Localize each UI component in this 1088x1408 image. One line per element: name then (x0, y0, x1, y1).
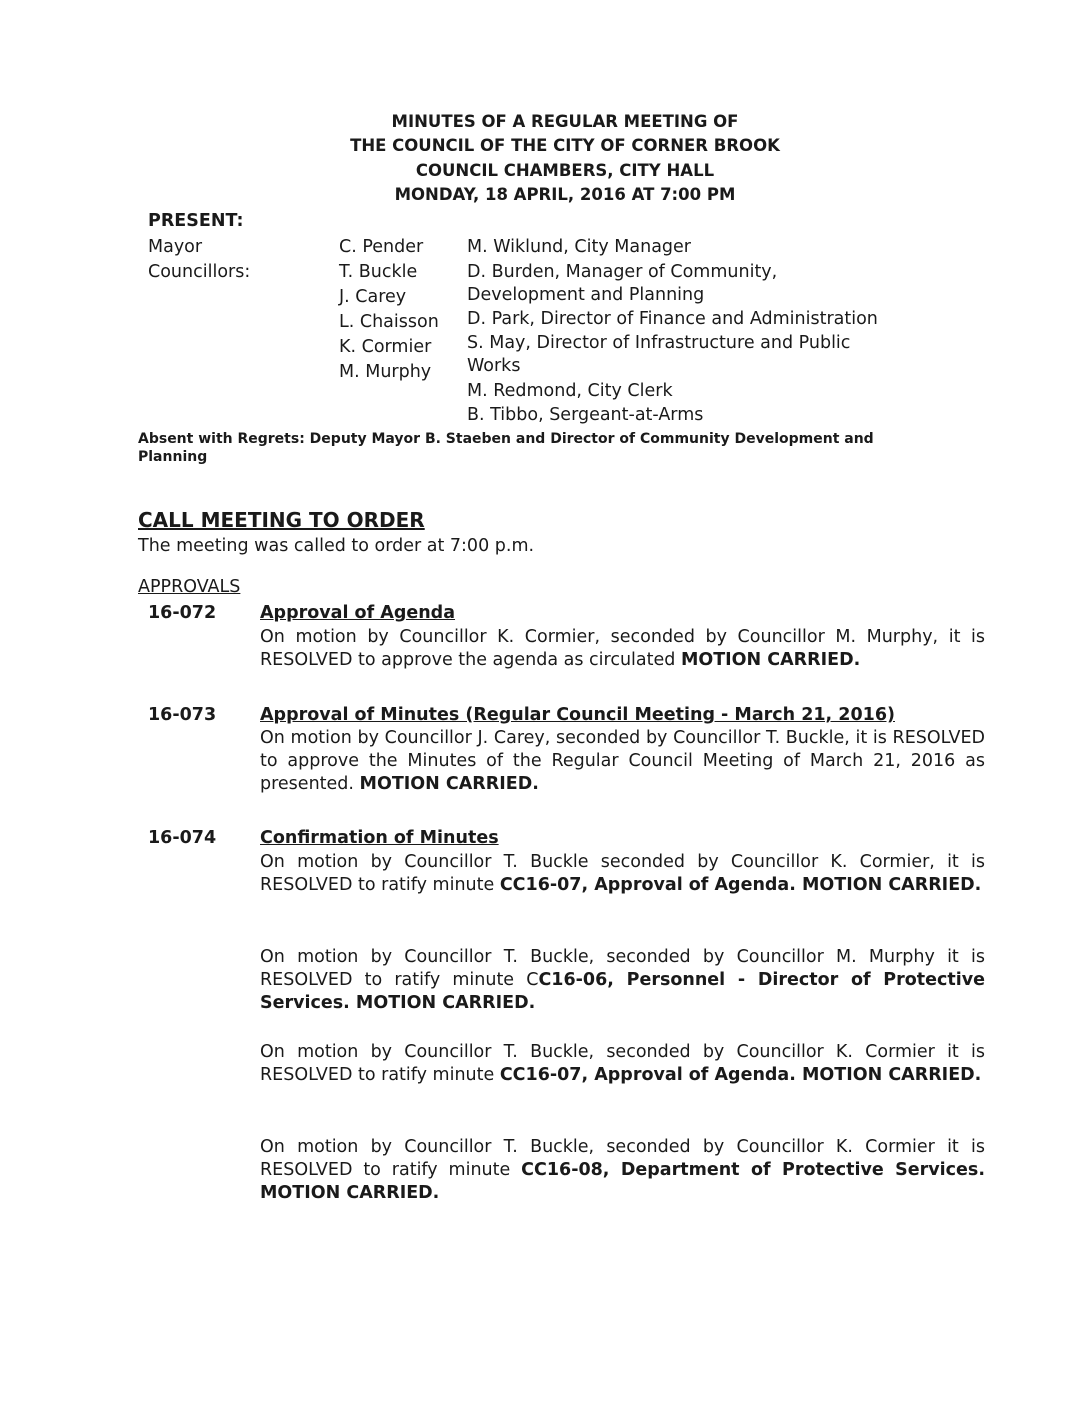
council-member: L. Chaisson (339, 312, 439, 332)
motion-result: MOTION CARRIED. (359, 774, 539, 794)
motion-paragraph (260, 1041, 985, 1087)
staff-line: M. Wiklund, City Manager (467, 237, 691, 257)
staff-line: Development and Planning (467, 285, 705, 305)
motion-paragraph (260, 851, 985, 897)
item-heading: Approval of Agenda (260, 603, 456, 623)
motion-text: On motion by Councillor T. Buckle seconded by Councillor K. Cormier, it is RESOLVED to ratify minute (260, 852, 985, 895)
motion-text: On motion by Councillor K. Cormier, seconded by Councillor M. Murphy, it is RESOLVED to approve the agenda as circulated (260, 627, 985, 670)
item-heading: Confirmation of Minutes (260, 828, 499, 848)
motion-paragraph (260, 727, 985, 796)
motion-text: On motion by Councillor T. Buckle, seconded by Councillor M. Murphy it is RESOLVED to ratify minute C (260, 947, 985, 990)
absent-line-1: Absent with Regrets: Deputy Mayor B. Staeben and Director of Community Development and (138, 431, 874, 447)
staff-line: D. Burden, Manager of Community, (467, 262, 778, 282)
council-member: C. Pender (339, 237, 424, 257)
item-number: 16-072 (148, 603, 217, 623)
call-to-order-heading: CALL MEETING TO ORDER (138, 508, 425, 532)
council-member: K. Cormier (339, 337, 432, 357)
motion-paragraph (260, 1136, 985, 1205)
approvals-heading: APPROVALS (138, 577, 241, 597)
item-number: 16-073 (148, 705, 217, 725)
staff-line: D. Park, Director of Finance and Administration (467, 309, 878, 329)
motion-result: C16-06, Personnel - Director of Protective Services. MOTION CARRIED. (260, 970, 986, 1013)
motion-text: On motion by Councillor T. Buckle, seconded by Councillor K. Cormier it is RESOLVED to ratify minute (260, 1137, 985, 1180)
motion-result: CC16-07, Approval of Agenda. MOTION CARRIED. (499, 1065, 982, 1085)
title-line-2: THE COUNCIL OF THE CITY OF CORNER BROOK (350, 136, 780, 155)
title-line-1: MINUTES OF A REGULAR MEETING OF (391, 112, 739, 131)
title-line-4: MONDAY, 18 APRIL, 2016 AT 7:00 PM (394, 185, 736, 204)
motion-paragraph (260, 626, 985, 672)
call-to-order-text: The meeting was called to order at 7:00 p.m. (138, 536, 535, 556)
item-heading: Approval of Minutes (Regular Council Meeting - March 21, 2016) (260, 705, 895, 725)
motion-paragraph (260, 946, 985, 1015)
motion-text: On motion by Councillor J. Carey, seconded by Councillor T. Buckle, it is RESOLVED to approve the Minutes of the Regular Council Meeting of March 21, 2016 as presented. (260, 728, 985, 794)
motion-result: CC16-07, Approval of Agenda. MOTION CARRIED. (499, 875, 982, 895)
item-number: 16-074 (148, 828, 217, 848)
staff-line: M. Redmond, City Clerk (467, 381, 673, 401)
council-member: M. Murphy (339, 362, 432, 382)
motion-result: MOTION CARRIED. (680, 650, 861, 670)
council-member: J. Carey (339, 287, 407, 307)
role-mayor: Mayor (148, 237, 203, 257)
motion-result: CC16-08, Department of Protective Services. MOTION CARRIED. (260, 1160, 985, 1203)
absent-line-2: Planning (138, 449, 208, 465)
council-member: T. Buckle (339, 262, 418, 282)
present-heading: PRESENT: (148, 211, 244, 231)
role-councillors: Councillors: (148, 262, 251, 282)
motion-text: On motion by Councillor T. Buckle, seconded by Councillor K. Cormier it is RESOLVED to ratify minute (260, 1042, 985, 1085)
staff-line: S. May, Director of Infrastructure and Public (467, 333, 851, 353)
title-line-3: COUNCIL CHAMBERS, CITY HALL (415, 161, 715, 180)
staff-line: Works (467, 356, 521, 376)
staff-line: B. Tibbo, Sergeant-at-Arms (467, 405, 704, 425)
